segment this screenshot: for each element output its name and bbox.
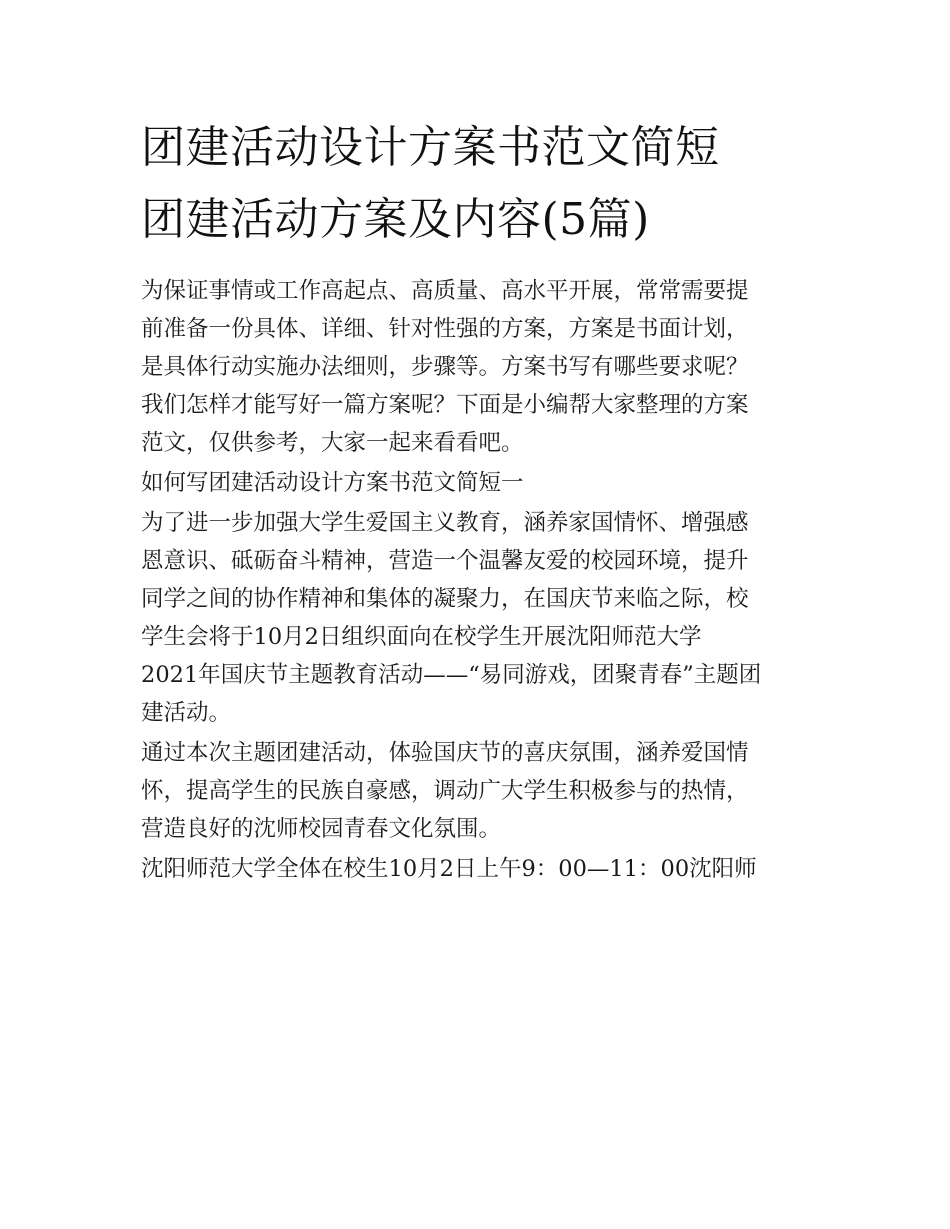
intro-paragraph	[141, 272, 813, 462]
text-line: 如何写团建活动设计方案书范文简短一	[141, 470, 524, 496]
text-line: 为了进一步加强大学生爱国主义教育，涵养家国情怀、增强感	[141, 510, 749, 536]
section-heading	[141, 464, 813, 502]
document-body	[141, 272, 813, 888]
text-line: 通过本次主题团建活动，体验国庆节的喜庆氛围，涵养爱国情	[141, 740, 749, 766]
text-line: 是具体行动实施办法细则，步骤等。方案书写有哪些要求呢？	[141, 354, 749, 380]
text-line: 怀，提高学生的民族自豪感，调动广大学生积极参与的热情，	[141, 778, 749, 804]
text-line: 建活动。	[141, 700, 232, 726]
text-line: 营造良好的沈师校园青春文化氛围。	[141, 816, 502, 842]
text-line: 我们怎样才能写好一篇方案呢？下面是小编帮大家整理的方案	[141, 392, 749, 418]
text-line: 沈阳师范大学全体在校生10月2日上午9：00—11：00沈阳师	[141, 856, 757, 882]
text-line: 同学之间的协作精神和集体的凝聚力，在国庆节来临之际，校	[141, 586, 749, 612]
text-line: 范文，仅供参考，大家一起来看看吧。	[141, 430, 524, 456]
body-paragraph	[141, 734, 813, 848]
text-line: 前准备一份具体、详细、针对性强的方案，方案是书面计划，	[141, 316, 749, 342]
body-paragraph	[141, 850, 813, 888]
text-line: 为保证事情或工作高起点、高质量、高水平开展，常常需要提	[141, 278, 749, 304]
document-page	[141, 112, 813, 888]
document-title	[141, 112, 813, 256]
title-line: 团建活动方案及内容(5篇)	[141, 194, 650, 245]
body-paragraph	[141, 504, 813, 732]
text-line: 2021年国庆节主题教育活动——“易同游戏，团聚青春”主题团	[141, 662, 762, 688]
text-line: 恩意识、砥砺奋斗精神，营造一个温馨友爱的校园环境，提升	[141, 548, 749, 574]
text-line: 学生会将于10月2日组织面向在校学生开展沈阳师范大学	[141, 624, 702, 650]
title-line: 团建活动设计方案书范文简短	[141, 122, 720, 173]
